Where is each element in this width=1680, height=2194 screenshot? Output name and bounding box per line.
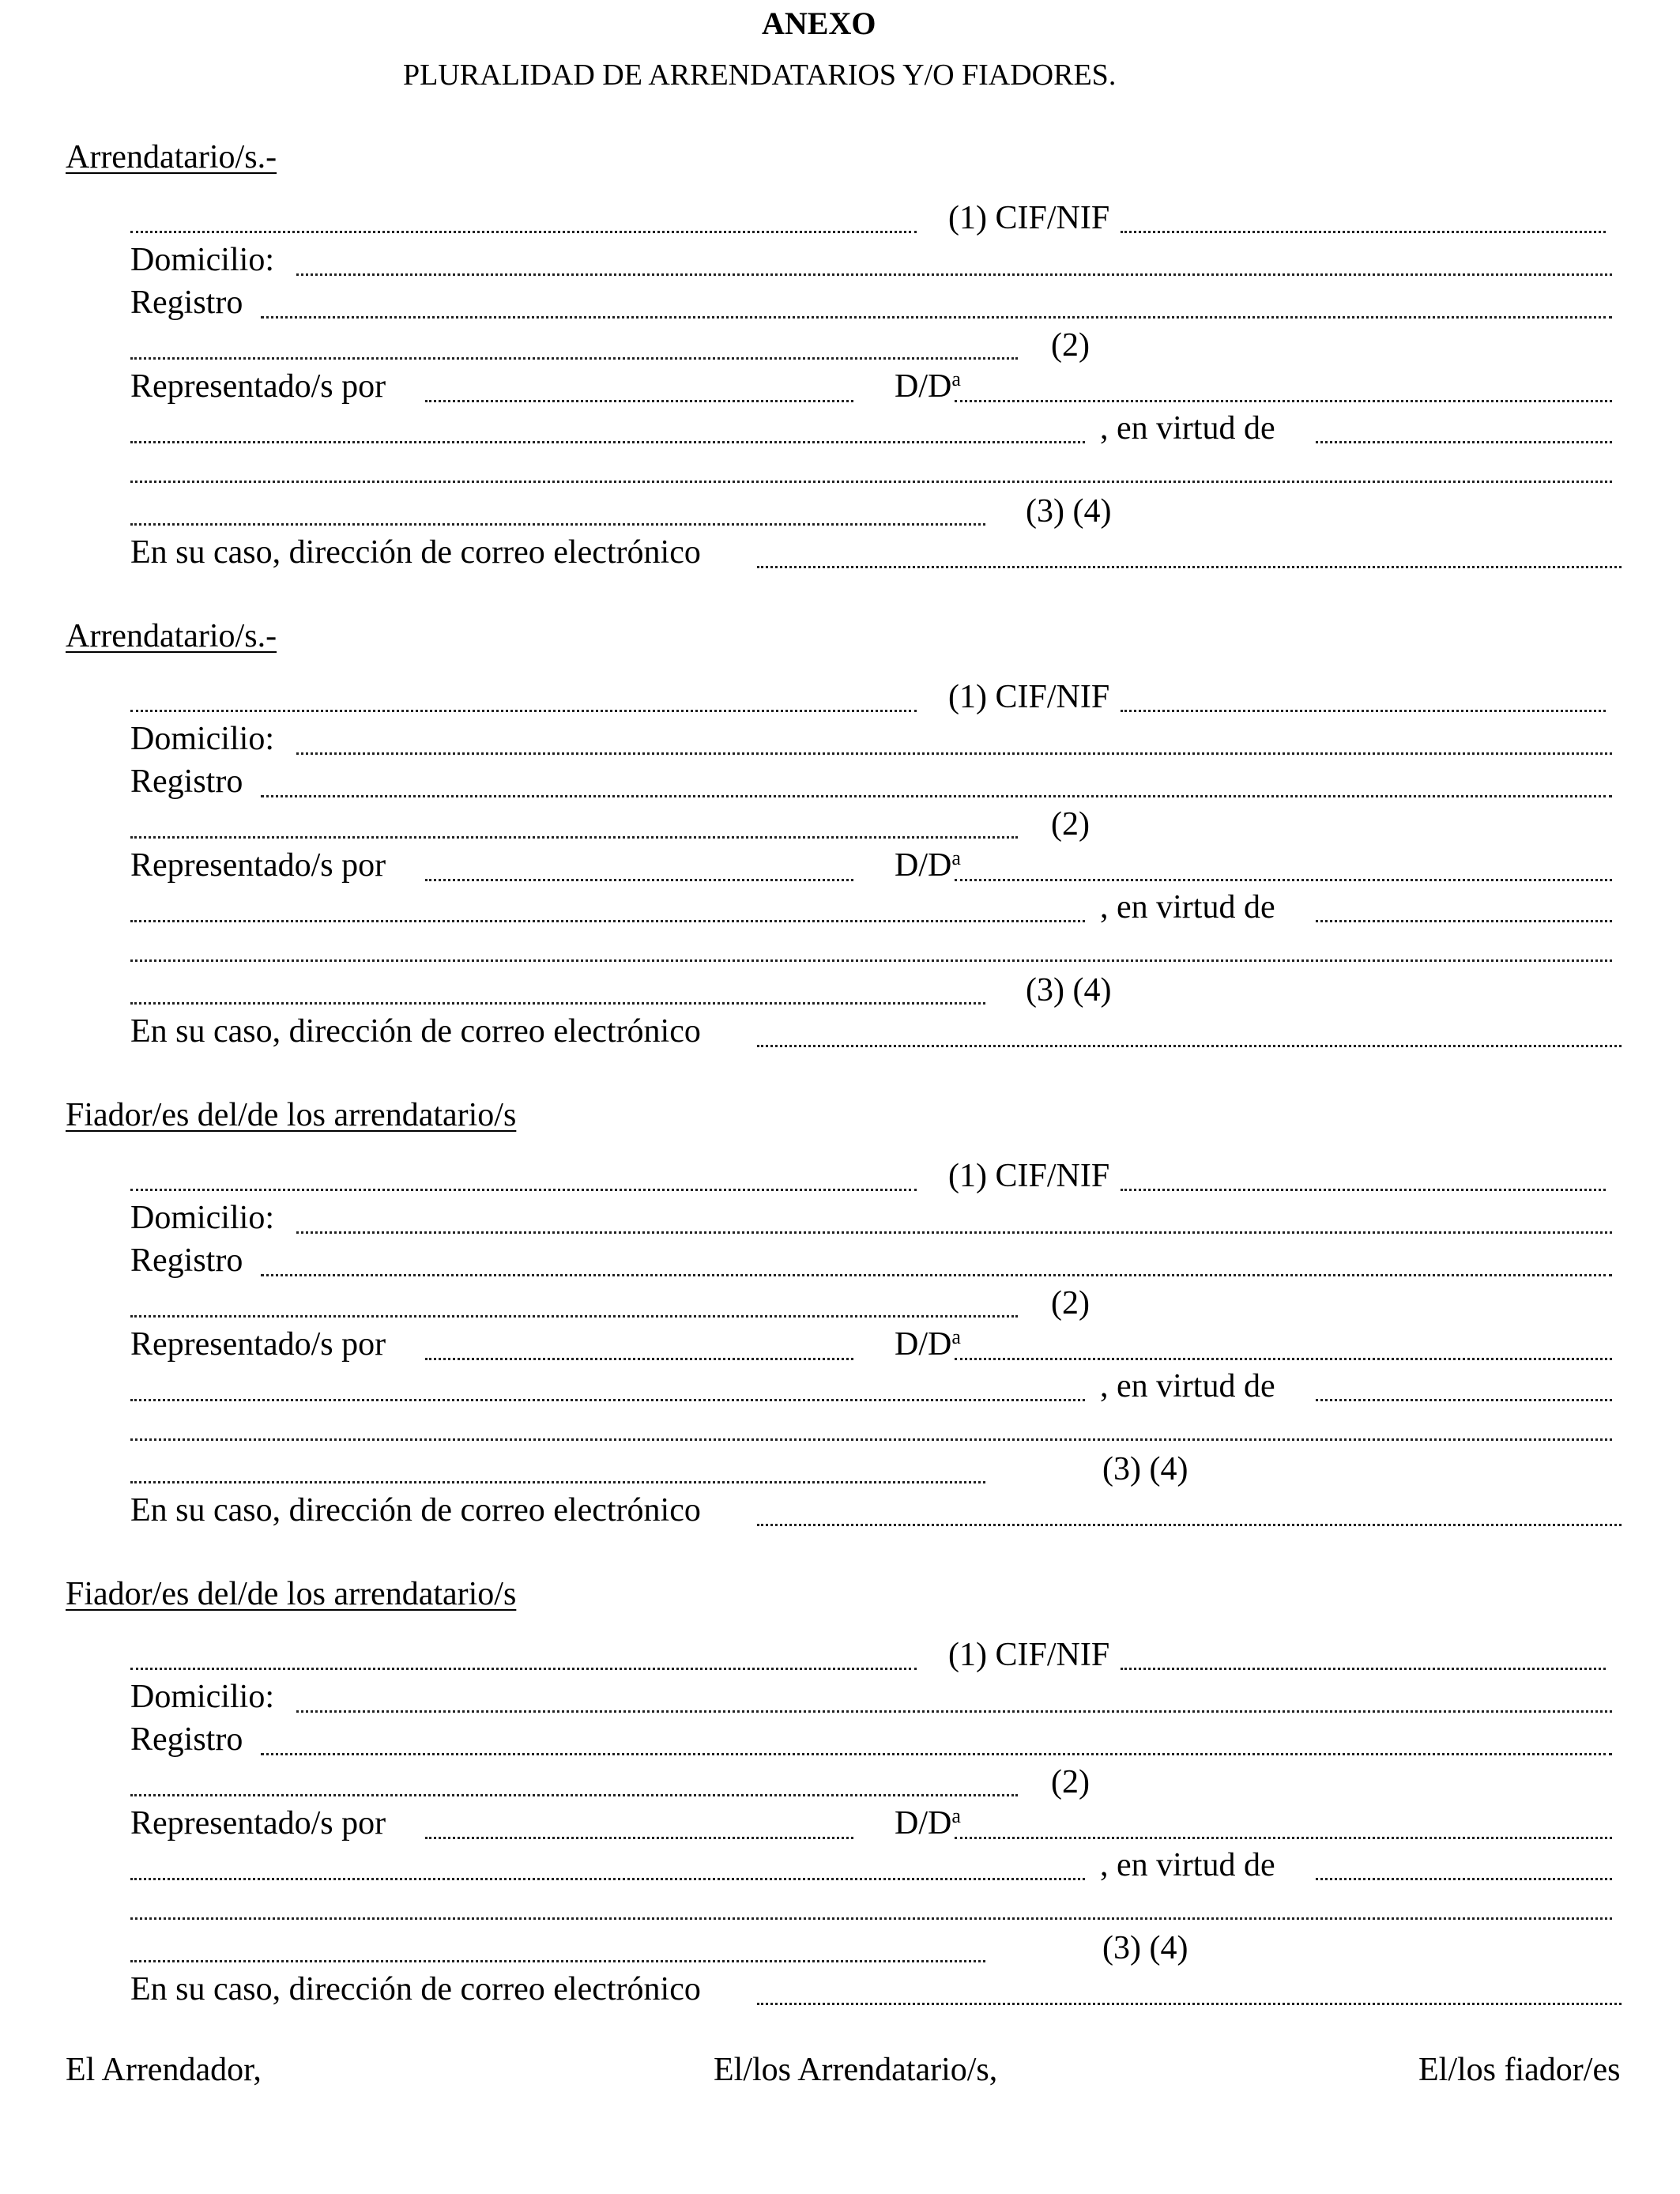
dd-superscript: a (951, 1325, 961, 1348)
name-field[interactable] (130, 710, 917, 712)
registro-label: Registro (130, 763, 243, 800)
representado-field[interactable] (425, 1358, 853, 1360)
continuation-field[interactable] (130, 959, 1612, 962)
virtud-field[interactable] (1316, 1878, 1612, 1880)
note34-field[interactable] (130, 1481, 985, 1483)
registro-label: Registro (130, 1242, 243, 1279)
registro-field[interactable] (261, 1753, 1612, 1755)
email-label: En su caso, dirección de correo electrónico (130, 534, 701, 571)
registro-label: Registro (130, 1721, 243, 1758)
note-3-4: (3) (4) (1026, 972, 1112, 1008)
signature-fiadores: El/los fiador/es (1418, 2052, 1621, 2088)
representado-field[interactable] (425, 400, 853, 402)
signature-arrendatarios: El/los Arrendatario/s, (714, 2052, 998, 2088)
virtud-field[interactable] (1316, 920, 1612, 922)
note-2: (2) (1051, 1764, 1090, 1800)
note-2: (2) (1051, 1285, 1090, 1321)
note34-field[interactable] (130, 523, 985, 526)
virtud-pre-field[interactable] (130, 920, 1085, 922)
email-label: En su caso, dirección de correo electrónico (130, 1492, 701, 1529)
continuation-field[interactable] (130, 1438, 1612, 1441)
continuation-field[interactable] (130, 1917, 1612, 1920)
registro-field[interactable] (261, 795, 1612, 797)
note-3-4: (3) (4) (1026, 493, 1112, 530)
dd-text: D/D (895, 847, 952, 884)
dd-label (895, 370, 961, 403)
cif-nif-field[interactable] (1121, 1668, 1606, 1670)
virtud-pre-field[interactable] (130, 441, 1085, 443)
domicilio-label: Domicilio: (130, 1679, 274, 1715)
domicilio-field[interactable] (296, 752, 1612, 755)
document-subtitle: PLURALIDAD DE ARRENDATARIOS Y/O FIADORES. (403, 58, 1117, 92)
dd-field[interactable] (955, 879, 1612, 881)
virtud-pre-field[interactable] (130, 1399, 1085, 1401)
registro-extra-field[interactable] (130, 1315, 1018, 1318)
dd-text: D/D (895, 368, 952, 405)
registro-field[interactable] (261, 316, 1612, 319)
cif-nif-label: (1) CIF/NIF (948, 679, 1110, 715)
email-field[interactable] (757, 1524, 1622, 1526)
domicilio-label: Domicilio: (130, 242, 274, 278)
representado-field[interactable] (425, 879, 853, 881)
email-field[interactable] (757, 1045, 1622, 1047)
email-label: En su caso, dirección de correo electrónico (130, 1013, 701, 1050)
name-field[interactable] (130, 231, 917, 233)
virtud-label: , en virtud de (1100, 889, 1275, 925)
email-label: En su caso, dirección de correo electrónico (130, 1971, 701, 2007)
domicilio-field[interactable] (296, 273, 1612, 276)
name-field[interactable] (130, 1668, 917, 1670)
virtud-field[interactable] (1316, 1399, 1612, 1401)
cif-nif-label: (1) CIF/NIF (948, 200, 1110, 236)
dd-field[interactable] (955, 1837, 1612, 1839)
dd-label (895, 846, 961, 884)
dd-superscript: a (951, 1804, 961, 1827)
section-heading: Fiador/es del/de los arrendatario/s (66, 1097, 517, 1133)
registro-label: Registro (130, 285, 243, 321)
dd-text: D/D (895, 1326, 952, 1363)
dd-superscript: a (951, 368, 961, 390)
representado-field[interactable] (425, 1837, 853, 1839)
domicilio-field[interactable] (296, 1710, 1612, 1713)
note34-field[interactable] (130, 1002, 985, 1005)
virtud-label: , en virtud de (1100, 1847, 1275, 1883)
name-field[interactable] (130, 1189, 917, 1191)
document-title: ANEXO (762, 6, 876, 41)
domicilio-label: Domicilio: (130, 1200, 274, 1236)
representado-label: Representado/s por (130, 1805, 386, 1842)
registro-field[interactable] (261, 1274, 1612, 1276)
cif-nif-field[interactable] (1121, 1189, 1606, 1191)
cif-nif-label: (1) CIF/NIF (948, 1158, 1110, 1194)
continuation-field[interactable] (130, 481, 1612, 483)
email-field[interactable] (757, 566, 1622, 568)
dd-text: D/D (895, 1805, 952, 1842)
note34-field[interactable] (130, 1960, 985, 1962)
signature-arrendador: El Arrendador, (66, 2052, 262, 2088)
dd-label (895, 1325, 961, 1363)
registro-extra-field[interactable] (130, 357, 1018, 360)
registro-extra-field[interactable] (130, 1794, 1018, 1796)
virtud-label: , en virtud de (1100, 410, 1275, 447)
representado-label: Representado/s por (130, 847, 386, 884)
email-field[interactable] (757, 2003, 1622, 2005)
virtud-field[interactable] (1316, 441, 1612, 443)
dd-field[interactable] (955, 400, 1612, 402)
note-2: (2) (1051, 327, 1090, 364)
section-heading: Arrendatario/s.- (66, 618, 277, 654)
dd-superscript: a (951, 846, 961, 869)
domicilio-field[interactable] (296, 1231, 1612, 1234)
representado-label: Representado/s por (130, 368, 386, 405)
section-heading: Fiador/es del/de los arrendatario/s (66, 1576, 517, 1612)
cif-nif-label: (1) CIF/NIF (948, 1637, 1110, 1673)
dd-field[interactable] (955, 1358, 1612, 1360)
section-heading: Arrendatario/s.- (66, 139, 277, 175)
note-3-4: (3) (4) (1102, 1930, 1188, 1966)
dd-label (895, 1804, 961, 1842)
note-2: (2) (1051, 806, 1090, 843)
cif-nif-field[interactable] (1121, 231, 1606, 233)
representado-label: Representado/s por (130, 1326, 386, 1363)
registro-extra-field[interactable] (130, 836, 1018, 839)
cif-nif-field[interactable] (1121, 710, 1606, 712)
note-3-4: (3) (4) (1102, 1451, 1188, 1487)
virtud-pre-field[interactable] (130, 1878, 1085, 1880)
virtud-label: , en virtud de (1100, 1368, 1275, 1404)
domicilio-label: Domicilio: (130, 721, 274, 757)
